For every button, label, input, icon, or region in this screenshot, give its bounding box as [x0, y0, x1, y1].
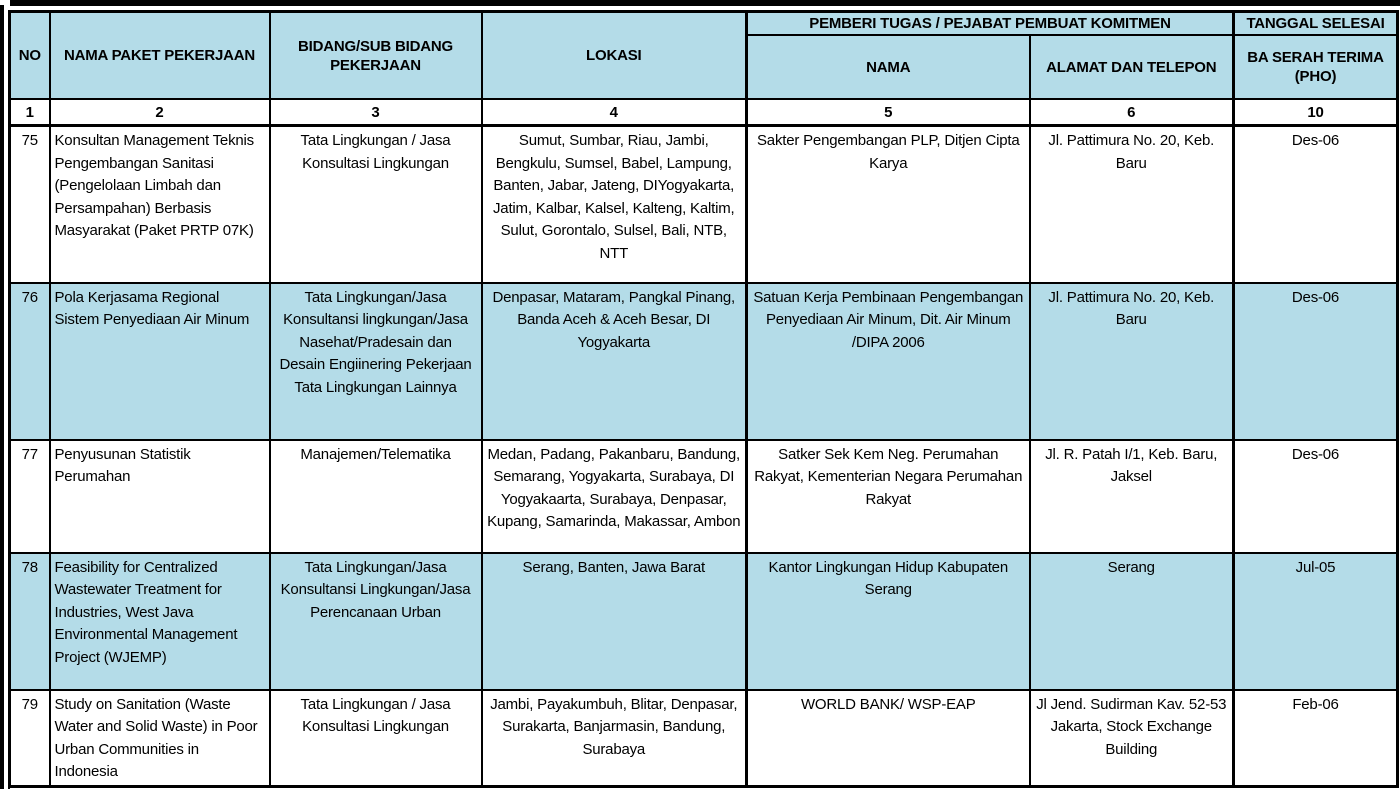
cell-no: 75 — [10, 126, 50, 283]
col-header-no: NO — [10, 12, 50, 100]
table-row-79 — [10, 690, 1398, 787]
cell-nama-paket: Study on Sanitation (Waste Water and Solid Waste) in Poor Urban Communities in Indonesia — [50, 690, 270, 787]
cell-no: 78 — [10, 553, 50, 690]
cell-tanggal: Des-06 — [1234, 440, 1398, 553]
cell-nama: Satuan Kerja Pembinaan Pengembangan Penyediaan Air Minum, Dit. Air Minum /DIPA 2006 — [747, 283, 1030, 440]
cell-tanggal: Des-06 — [1234, 126, 1398, 283]
column-number: 1 — [10, 99, 50, 126]
column-number: 2 — [50, 99, 270, 126]
cell-tanggal: Feb-06 — [1234, 690, 1398, 787]
column-number: 6 — [1030, 99, 1234, 126]
cell-lokasi: Serang, Banten, Jawa Barat — [482, 553, 747, 690]
col-header-lokasi: LOKASI — [482, 12, 747, 100]
cell-tanggal: Jul-05 — [1234, 553, 1398, 690]
table-row-78 — [10, 553, 1398, 690]
work-packages-table — [8, 10, 1399, 788]
column-number: 10 — [1234, 99, 1398, 126]
cell-nama: Kantor Lingkungan Hidup Kabupaten Serang — [747, 553, 1030, 690]
cell-bidang: Tata Lingkungan / Jasa Konsultasi Lingkungan — [270, 126, 482, 283]
cell-alamat: Jl. R. Patah I/1, Keb. Baru, Jaksel — [1030, 440, 1234, 553]
col-header-nama-paket: NAMA PAKET PEKERJAAN — [50, 12, 270, 100]
cell-lokasi: Medan, Padang, Pakanbaru, Bandung, Semarang, Yogyakarta, Surabaya, DI Yogyakaarta, Surabaya, Denpasar, Kupang, Samarinda, Makassar, Ambon — [482, 440, 747, 553]
cell-nama-paket: Konsultan Management Teknis Pengembangan Sanitasi (Pengelolaan Limbah dan Persampahan) Berbasis Masyarakat (Paket PRTP 07K) — [50, 126, 270, 283]
cell-alamat: Jl. Pattimura No. 20, Keb. Baru — [1030, 283, 1234, 440]
cell-no: 77 — [10, 440, 50, 553]
page-top-border — [10, 0, 1400, 6]
cell-nama: Satker Sek Kem Neg. Perumahan Rakyat, Kementerian Negara Perumahan Rakyat — [747, 440, 1030, 553]
cell-bidang: Manajemen/Telematika — [270, 440, 482, 553]
col-header-bidang: BIDANG/SUB BIDANG PEKERJAAN — [270, 12, 482, 100]
cell-tanggal: Des-06 — [1234, 283, 1398, 440]
column-number: 3 — [270, 99, 482, 126]
cell-bidang: Tata Lingkungan / Jasa Konsultasi Lingkungan — [270, 690, 482, 787]
cell-lokasi: Jambi, Payakumbuh, Blitar, Denpasar, Surakarta, Banjarmasin, Bandung, Surabaya — [482, 690, 747, 787]
table-row-75 — [10, 126, 1398, 283]
cell-nama-paket: Feasibility for Centralized Wastewater Treatment for Industries, West Java Environmental Management Project (WJEMP) — [50, 553, 270, 690]
cell-no: 79 — [10, 690, 50, 787]
col-header-alamat: ALAMAT DAN TELEPON — [1030, 35, 1234, 99]
cell-nama-paket: Pola Kerjasama Regional Sistem Penyediaan Air Minum — [50, 283, 270, 440]
cell-nama: WORLD BANK/ WSP-EAP — [747, 690, 1030, 787]
cell-alamat: Serang — [1030, 553, 1234, 690]
cell-no: 76 — [10, 283, 50, 440]
cell-alamat: Jl Jend. Sudirman Kav. 52-53 Jakarta, Stock Exchange Building — [1030, 690, 1234, 787]
cell-nama: Sakter Pengembangan PLP, Ditjen Cipta Karya — [747, 126, 1030, 283]
col-header-nama: NAMA — [747, 35, 1030, 99]
page-left-border — [0, 5, 4, 789]
col-header-tanggal-selesai: TANGGAL SELESAI — [1234, 12, 1398, 36]
table-row-77 — [10, 440, 1398, 553]
table-row-76 — [10, 283, 1398, 440]
cell-lokasi: Denpasar, Mataram, Pangkal Pinang, Banda Aceh & Aceh Besar, DI Yogyakarta — [482, 283, 747, 440]
cell-lokasi: Sumut, Sumbar, Riau, Jambi, Bengkulu, Sumsel, Babel, Lampung, Banten, Jabar, Jateng, DIYogyakarta, Jatim, Kalbar, Kalsel, Kalteng, Kaltim, Sulut, Gorontalo, Sulsel, Bali, NTB, NTT — [482, 126, 747, 283]
cell-bidang: Tata Lingkungan/Jasa Konsultansi lingkungan/Jasa Nasehat/Pradesain dan Desain Engiinering Pekerjaan Tata Lingkungan Lainnya — [270, 283, 482, 440]
cell-nama-paket: Penyusunan Statistik Perumahan — [50, 440, 270, 553]
table-header — [10, 12, 1398, 126]
cell-alamat: Jl. Pattimura No. 20, Keb. Baru — [1030, 126, 1234, 283]
column-number-row — [10, 99, 1398, 126]
cell-bidang: Tata Lingkungan/Jasa Konsultansi Lingkungan/Jasa Perencanaan Urban — [270, 553, 482, 690]
group-header-pemberi-tugas: PEMBERI TUGAS / PEJABAT PEMBUAT KOMITMEN — [747, 12, 1234, 36]
col-header-ba-serah-terima: BA SERAH TERIMA (PHO) — [1234, 35, 1398, 99]
column-number: 4 — [482, 99, 747, 126]
column-number: 5 — [747, 99, 1030, 126]
